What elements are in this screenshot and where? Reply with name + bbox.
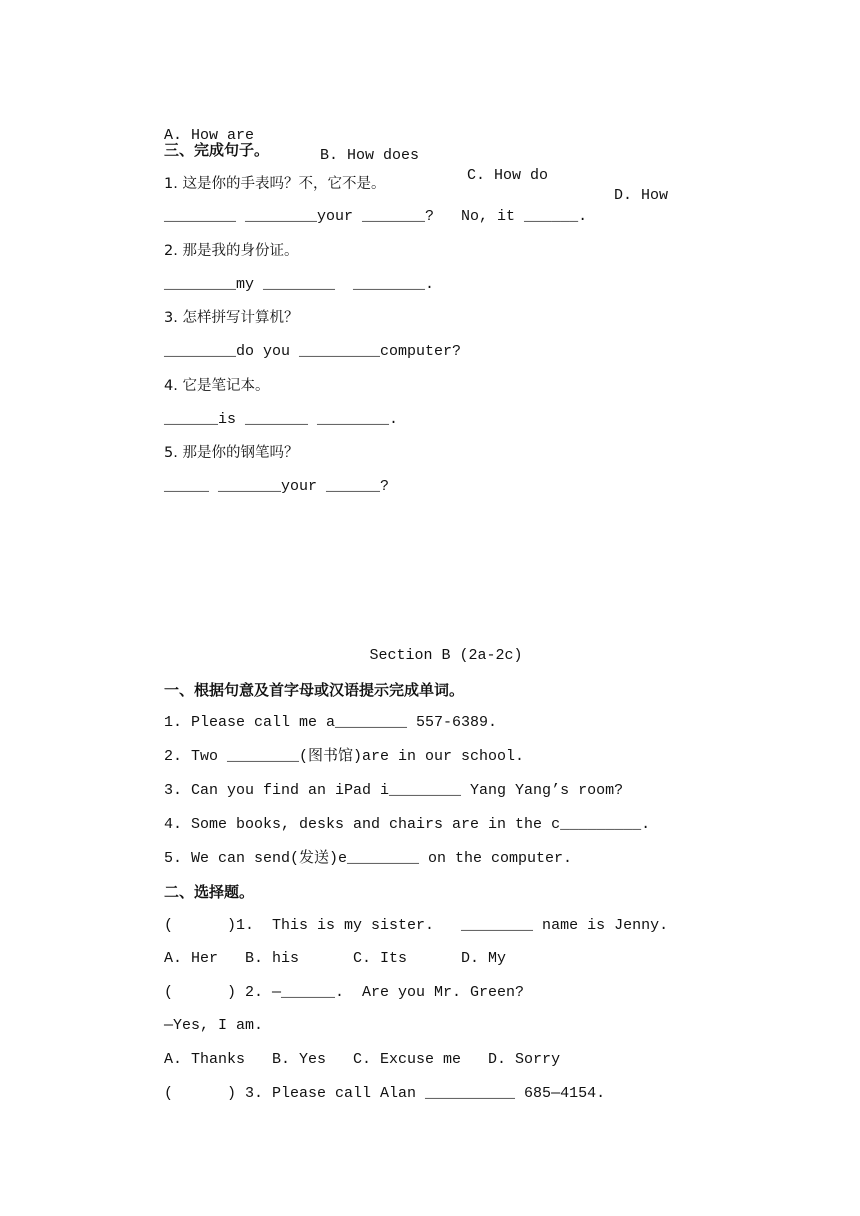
question-1-blank-line: ________ ________your _______? No, it ______. bbox=[164, 208, 588, 225]
question-5-blank-line: _____ _______your ______? bbox=[164, 478, 390, 495]
choice-question-2-reply: —Yes, I am. bbox=[164, 1017, 264, 1034]
choice-question-1: ( )1. This is my sister. ________ name is Jenny. bbox=[164, 917, 669, 934]
fill-item-3: 3. Can you find an iPad i________ Yang Yang’s room? bbox=[164, 782, 624, 799]
option-a: A. How are bbox=[164, 127, 255, 144]
question-2-blank-line: ________my ________ ________. bbox=[164, 276, 435, 293]
choice-question-1-options: A. Her B. his C. Its D. My bbox=[164, 950, 507, 967]
option-b: B. How does bbox=[320, 147, 420, 164]
choice-question-2-options: A. Thanks B. Yes C. Excuse me D. Sorry bbox=[164, 1051, 561, 1068]
choice-question-3: ( ) 3. Please call Alan __________ 685—4154. bbox=[164, 1085, 606, 1102]
section-heading-complete-sentences: 三、完成句子。 bbox=[164, 141, 270, 159]
fill-item-1: 1. Please call me a________ 557-6389. bbox=[164, 714, 498, 731]
section-b-title: Section B (2a-2c) bbox=[369, 647, 523, 664]
question-4-chinese: 4. 它是笔记本。 bbox=[164, 378, 270, 394]
question-5-chinese: 5. 那是你的钢笔吗？ bbox=[164, 445, 299, 461]
question-4-blank-line: ______is _______ ________. bbox=[164, 411, 399, 428]
fill-item-4: 4. Some books, desks and chairs are in the c_________. bbox=[164, 816, 651, 833]
question-3-chinese: 3. 怎样拼写计算机？ bbox=[164, 310, 299, 326]
section-heading-multiple-choice: 二、选择题。 bbox=[164, 883, 255, 901]
fill-item-2: 2. Two ________(图书馆)are in our school. bbox=[164, 748, 525, 765]
question-2-chinese: 2. 那是我的身份证。 bbox=[164, 243, 299, 259]
question-3-blank-line: ________do you _________computer? bbox=[164, 343, 462, 360]
choice-question-2: ( ) 2. —______. Are you Mr. Green? bbox=[164, 984, 525, 1001]
fill-item-5: 5. We can send(发送)e________ on the computer. bbox=[164, 850, 573, 867]
section-heading-word-completion: 一、根据句意及首字母或汉语提示完成单词。 bbox=[164, 681, 465, 699]
option-d: D. How bbox=[614, 187, 669, 204]
option-c: C. How do bbox=[467, 167, 549, 184]
question-1-chinese: 1. 这是你的手表吗？不，它不是。 bbox=[164, 176, 386, 192]
